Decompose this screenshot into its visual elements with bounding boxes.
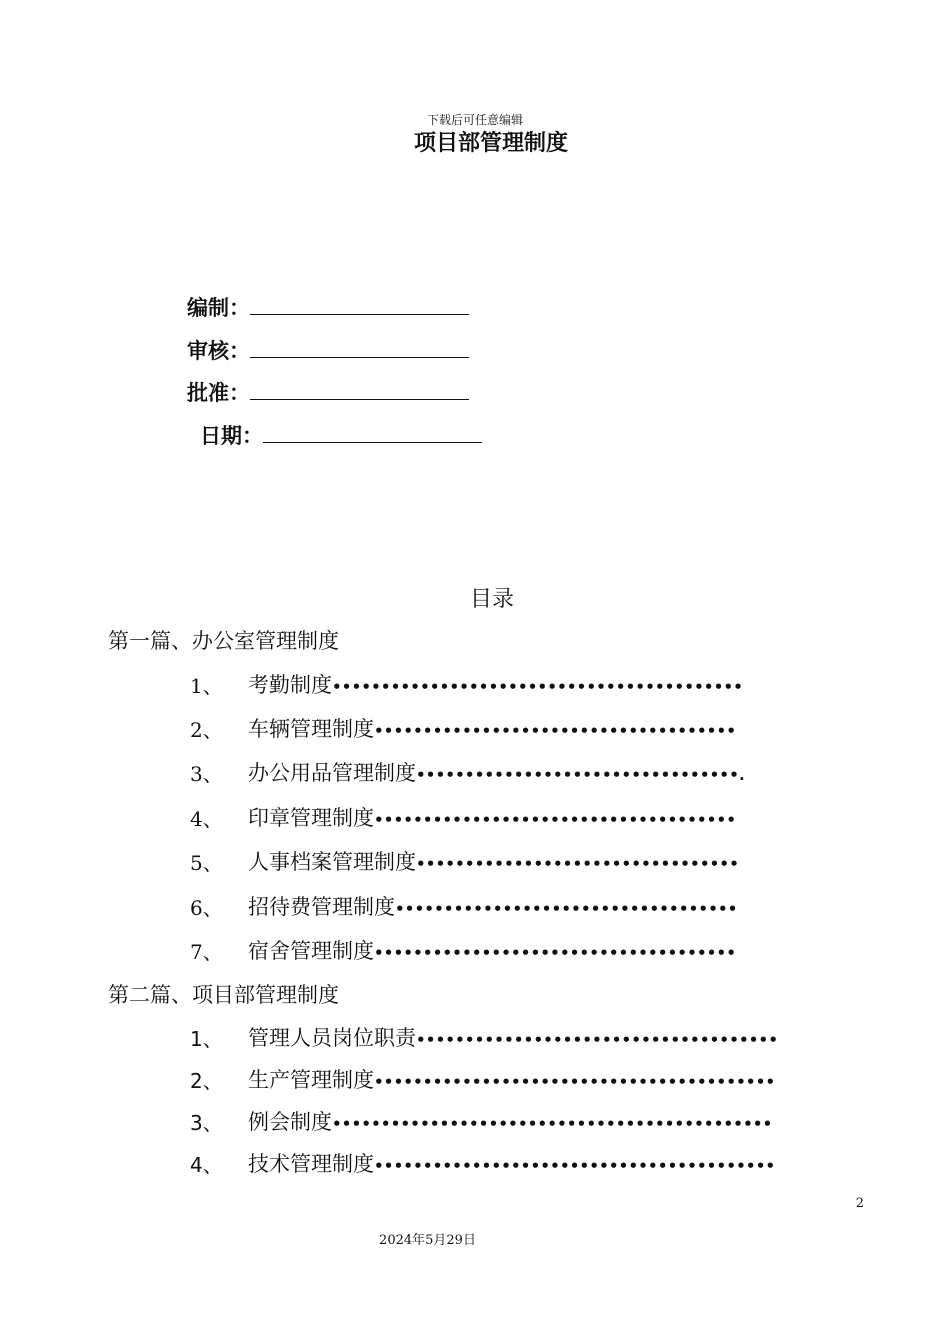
page-number: 2 (855, 1196, 864, 1211)
toc-item-number: 4、 (190, 1153, 223, 1177)
signoff-line (250, 339, 469, 358)
toc-item[interactable] (248, 935, 736, 965)
toc-item-number: 4、 (190, 807, 223, 831)
toc-item[interactable] (248, 1148, 775, 1178)
signoff-row-reviewed (187, 335, 469, 365)
signoff-label: 批准： (187, 381, 250, 405)
toc-part-title[interactable]: 第一篇、办公室管理制度 (108, 629, 339, 653)
signoff-row-approved (187, 377, 469, 407)
toc-item-label: 生产管理制度 (248, 1068, 374, 1092)
toc-item[interactable] (248, 669, 743, 699)
signoff-line (250, 296, 469, 315)
toc-leader-dots: •••••••••••••••••••••••••••••••••••••••••• (332, 678, 744, 696)
toc-item-number: 1、 (190, 1027, 223, 1051)
toc-leader-dots: ••••••••••••••••••••••••••••••••••••••••• (374, 1157, 776, 1175)
signoff-row-date (200, 420, 482, 450)
toc-item[interactable] (248, 1022, 778, 1052)
toc-item-number: 1、 (190, 674, 223, 698)
toc-leader-dots: ••••••••••••••••••••••••••••••••••••••••••••• (332, 1115, 773, 1133)
signoff-label: 审核： (187, 339, 250, 363)
header-note: 下载后可任意编辑 (426, 113, 523, 127)
toc-item[interactable] (248, 1064, 775, 1094)
toc-item[interactable] (248, 891, 738, 921)
toc-item-number: 5、 (190, 851, 223, 875)
toc-item-label: 考勤制度 (248, 673, 332, 697)
signoff-label: 编制： (187, 296, 250, 320)
toc-leader-dots: ••••••••••••••••••••••••••••••••••• (395, 900, 738, 918)
toc-item-number: 2、 (190, 718, 223, 742)
toc-item-label: 例会制度 (248, 1110, 332, 1134)
toc-item[interactable] (248, 846, 739, 876)
document-title: 项目部管理制度 (413, 131, 568, 156)
footer-date: 2024年5月29日 (379, 1233, 476, 1248)
toc-leader-dots: ••••••••••••••••••••••••••••••••••••• (374, 811, 737, 829)
toc-leader-dots: ••••••••••••••••••••••••••••••••••••• (374, 722, 737, 740)
toc-item-number: 3、 (190, 1111, 223, 1135)
signoff-line (250, 381, 469, 400)
toc-part-title[interactable]: 第二篇、项目部管理制度 (108, 983, 339, 1007)
toc-item-label: 办公用品管理制度 (248, 761, 416, 785)
toc-item[interactable] (248, 1106, 772, 1136)
toc-leader-dots: ••••••••••••••••••••••••••••••••••••• (416, 1031, 779, 1049)
toc-item-number: 3、 (190, 762, 223, 786)
toc-item[interactable] (248, 757, 745, 787)
toc-item-label: 技术管理制度 (248, 1152, 374, 1176)
toc-item-label: 人事档案管理制度 (248, 850, 416, 874)
toc-item[interactable] (248, 713, 736, 743)
toc-leader-dots: ••••••••••••••••••••••••••••••••••••• (374, 944, 737, 962)
toc-item-number: 6、 (190, 896, 223, 920)
toc-item-label: 车辆管理制度 (248, 717, 374, 741)
toc-leader-dots: ••••••••••••••••••••••••••••••••• (416, 855, 739, 873)
toc-item-label: 管理人员岗位职责 (248, 1026, 416, 1050)
toc-item-number: 2、 (190, 1069, 223, 1093)
toc-leader-dots: •••••••••••••••••••••••••••••••••. (416, 766, 745, 784)
toc-leader-dots: ••••••••••••••••••••••••••••••••••••••••• (374, 1073, 776, 1091)
signoff-label: 日期： (200, 424, 263, 448)
toc-item-label: 招待费管理制度 (248, 895, 395, 919)
toc-item[interactable] (248, 802, 736, 832)
toc-title: 目录 (469, 587, 514, 612)
signoff-row-compiled (187, 292, 469, 322)
signoff-line (263, 424, 482, 443)
toc-item-number: 7、 (190, 940, 223, 964)
toc-item-label: 宿舍管理制度 (248, 939, 374, 963)
toc-item-label: 印章管理制度 (248, 806, 374, 830)
